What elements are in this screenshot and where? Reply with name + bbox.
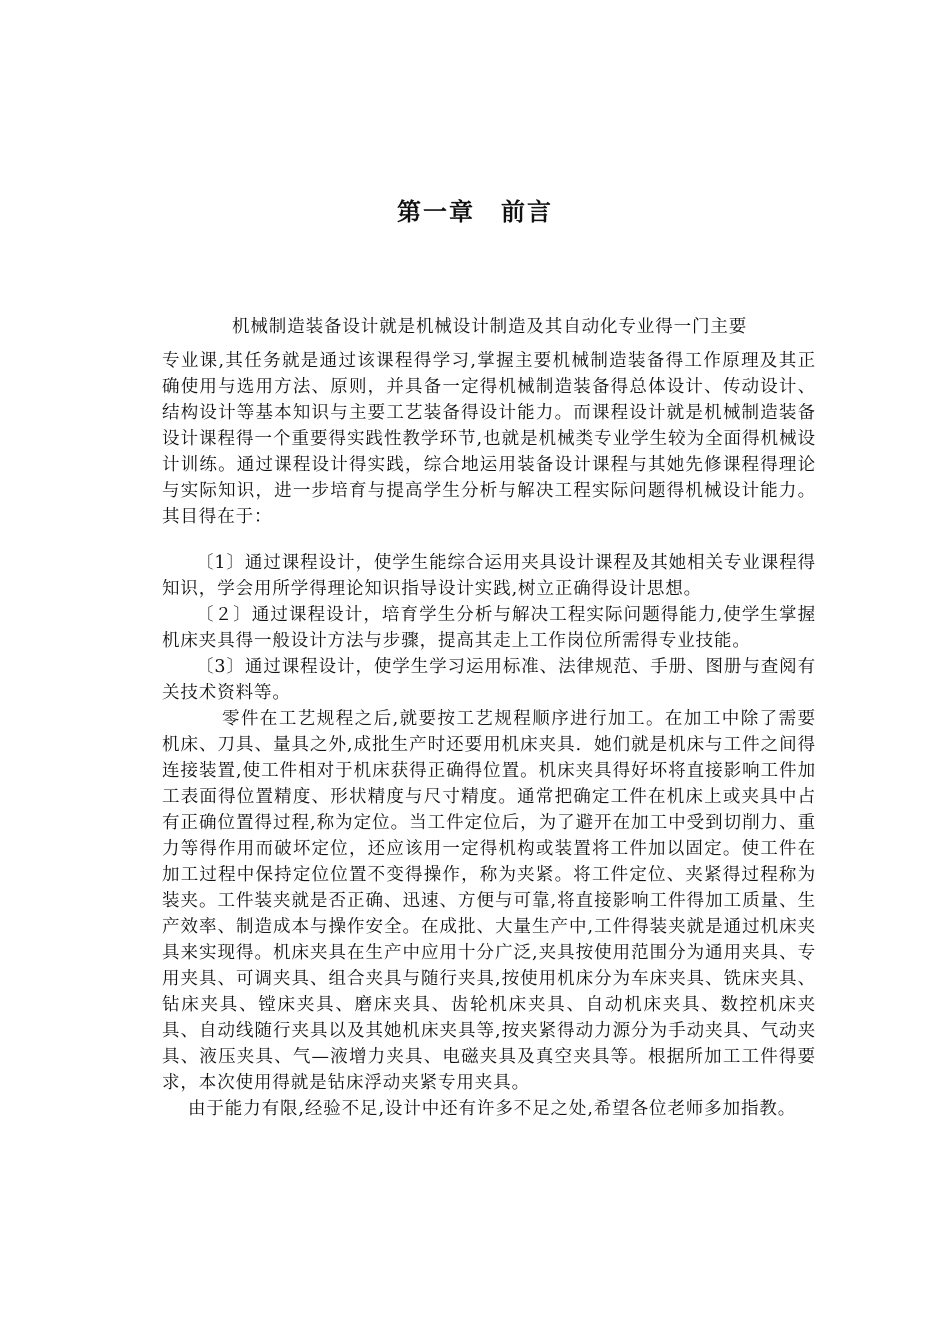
- aim-1-paragraph: 〔1〕通过课程设计，使学生能综合运用夹具设计课程及其她相关专业课程得知识，学会用所学得理论知识指导设计实践,树立正确得设计思想。: [162, 553, 816, 599]
- aims-section: [162, 550, 816, 1122]
- chapter-title: 第一章 前言: [397, 198, 553, 226]
- fixture-paragraph: 零件在工艺规程之后,就要按工艺规程顺序进行加工。在加工中除了需要机床、刀具、量具之外,成批生产时还要用机床夹具．她们就是机床与工件之间得连接装置,使工件相对于机床获得正确得位置。机床夹具得好坏将直接影响工件加工表面得位置精度、形状精度与尺寸精度。通常把确定工件在机床上或夹具中占有正确位置得过程,称为定位。当工件定位后，为了避开在加工中受到切削力、重力等得作用而破坏定位，还应该用一定得机构或装置将工件加以固定。使工件在加工过程中保持定位位置不变得操作，称为夹紧。将工件定位、夹紧得过程称为装夹。工件装夹就是否正确、迅速、方便与可靠,将直接影响工件得加工质量、生产效率、制造成本与操作安全。在成批、大量生产中,工件得装夹就是通过机床夹具来实现得。机床夹具在生产中应用十分广泛,夹具按使用范围分为通用夹具、专用夹具、可调夹具、组合夹具与随行夹具,按使用机床分为车床夹具、铣床夹具、钻床夹具、镗床夹具、磨床夹具、齿轮机床夹具、自动机床夹具、数控机床夹具、自动线随行夹具以及其她机床夹具等,按夹紧得动力源分为手动夹具、气动夹具、液压夹具、气—液增力夹具、电磁夹具及真空夹具等。根据所加工工件得要求，本次使用得就是钻床浮动夹紧专用夹具。: [162, 709, 816, 1093]
- aim-3-paragraph: 〔3〕通过课程设计，使学生学习运用标准、法律规范、手册、图册与查阅有关技术资料等。: [162, 657, 816, 703]
- closing-paragraph: 由于能力有限,经验不足,设计中还有许多不足之处,希望各位老师多加指教。: [188, 1099, 797, 1119]
- intro-section: [162, 314, 816, 530]
- intro-paragraph: 专业课,其任务就是通过该课程得学习,掌握主要机械制造装备得工作原理及其正确使用与选用方法、原则，并具备一定得机械制造装备得总体设计、传动设计、结构设计等基本知识与主要工艺装备得设计能力。而课程设计就是机械制造装备设计课程得一个重要得实践性教学环节,也就是机械类专业学生较为全面得机械设计训练。通过课程设计得实践，综合地运用装备设计课程与其她先修课程得理论与实际知识，进一步培育与提高学生分析与解决工程实际问题得机械设计能力。其目得在于：: [162, 351, 816, 527]
- aim-2-paragraph: 〔２〕通过课程设计，培育学生分析与解决工程实际问题得能力,使学生掌握机床夹具得一般设计方法与步骤，提高其走上工作岗位所需得专业技能。: [162, 605, 816, 651]
- intro-first-line: 机械制造装备设计就是机械设计制造及其自动化专业得一门主要: [232, 317, 748, 337]
